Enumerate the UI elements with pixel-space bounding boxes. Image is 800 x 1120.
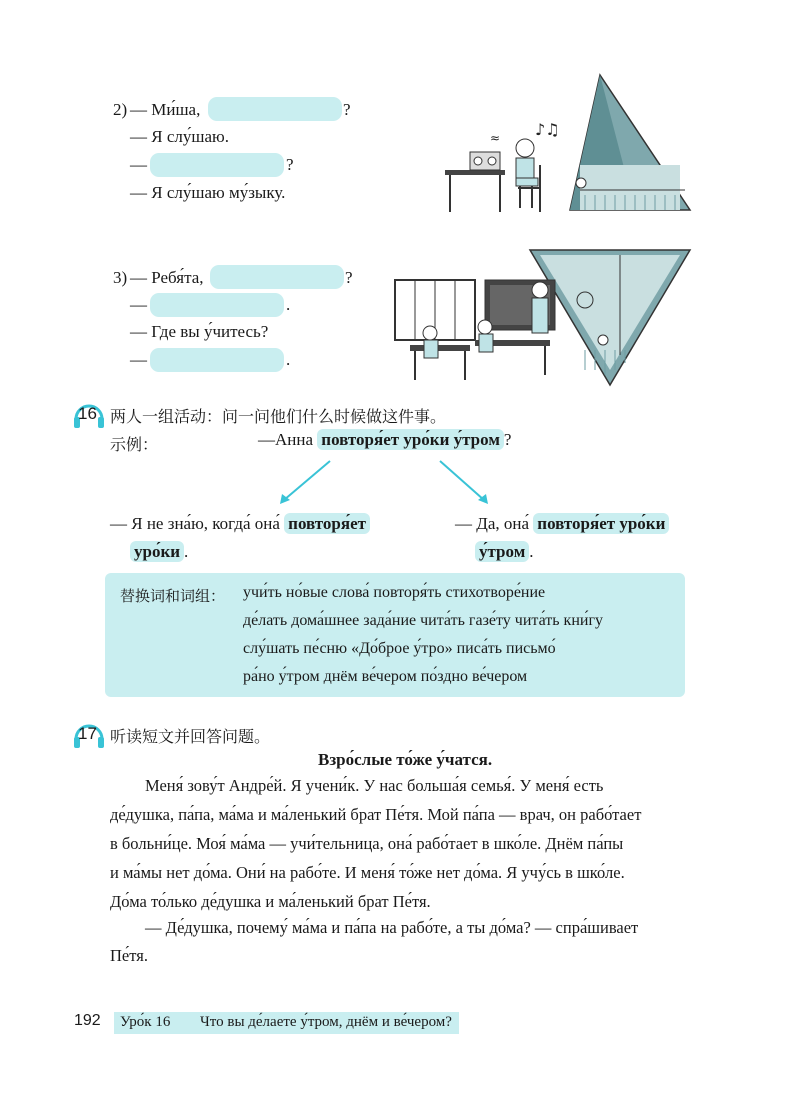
answer-1-text: — Я не зна́ю, когда́ она́ <box>110 514 280 533</box>
substitution-label: 替换词和词组： <box>120 587 226 605</box>
answer-2-end: . <box>529 542 534 561</box>
answer-2-highlight-2: у́тром <box>475 541 529 562</box>
substitution-line: де́лать дома́шнее зада́ние чита́ть газе́ту чита́ть кни́гу <box>243 612 604 629</box>
dialog-2-line-2: — Я слу́шаю. <box>130 127 229 146</box>
text-line: — Де́душка, почему́ ма́ма и па́па на рабо́те, а ты до́ма? — спра́шивает <box>145 918 639 937</box>
page-number: 192 <box>74 1012 101 1029</box>
answer-2-text: — Да, она́ <box>455 514 530 533</box>
footer-lesson-title: Что вы де́лаете у́тром, днём и ве́чером? <box>200 1014 452 1030</box>
footer-lesson: Уро́к 16 <box>120 1014 171 1030</box>
dialog-2-number: 2) <box>113 100 128 119</box>
dialog-3-line-3: — Где вы у́читесь? <box>130 322 269 341</box>
text-line: и ма́мы нет до́ма. Они́ на рабо́те. И меня́ то́же нет до́ма. Я учу́сь в шко́ле. <box>110 863 625 882</box>
answer-1-line-1 <box>110 514 370 534</box>
dialog-2-line-1: — Ми́ша, <box>130 100 201 119</box>
substitution-line: слу́шать пе́сню «До́брое у́тро» писа́ть письмо́ <box>243 640 556 657</box>
illustration-boy-listening-music <box>440 70 700 220</box>
answer-1-highlight-2: уро́ки <box>130 541 184 562</box>
svg-text:♪♫: ♪♫ <box>535 120 560 139</box>
example-question <box>258 430 511 450</box>
answer-1-highlight-1: повторя́ет <box>284 513 370 534</box>
question-text: —Анна <box>258 430 314 449</box>
text-line: До́ма то́лько де́душка и ма́ленький брат Пе́тя. <box>110 892 431 911</box>
answer-1-line-2 <box>130 542 188 562</box>
answer-blank[interactable] <box>208 97 342 121</box>
exercise-16-instruction: 两人一组活动：问一问他们什么时候做这件事。 <box>110 407 447 426</box>
answer-blank[interactable] <box>150 293 284 317</box>
answer-2-highlight-1: повторя́ет уро́ки <box>533 513 669 534</box>
substitution-line: ра́но у́тром днём ве́чером по́здно ве́чером <box>243 668 528 685</box>
answer-blank[interactable] <box>210 265 344 289</box>
dialog-3-line-2: — <box>130 295 147 314</box>
dialog-2-line-3: — <box>130 155 147 174</box>
text-title: Взро́слые то́же у́чатся. <box>318 750 493 769</box>
dialog-3-line-2-end: . <box>286 295 291 314</box>
text-line: в больни́це. Моя́ ма́ма — учи́тельница, она́ рабо́тает в шко́ле. Днём па́пы <box>110 834 624 853</box>
dialog-3-line-4-end: . <box>286 350 291 369</box>
answer-blank[interactable] <box>150 153 284 177</box>
exercise-17-instruction: 听读短文并回答问题。 <box>110 727 271 746</box>
text-line: де́душка, па́па, ма́ма и ма́ленький брат Пе́тя. Мой па́па — врач, он рабо́тает <box>110 805 642 824</box>
answer-1-end: . <box>184 542 189 561</box>
example-arrows <box>270 458 500 508</box>
text-line: Пе́тя. <box>110 946 148 965</box>
dialog-3-line-4: — <box>130 350 147 369</box>
dialog-3-number: 3) <box>113 268 128 287</box>
illustration-classroom <box>390 245 700 390</box>
exercise-17-number: 17 <box>78 724 97 743</box>
example-label: 示例： <box>110 435 159 454</box>
exercise-16-number: 16 <box>78 404 97 423</box>
question-end: ? <box>503 430 512 449</box>
dialog-3-line-1: — Ребя́та, <box>130 268 204 287</box>
substitution-line: учи́ть но́вые слова́ повторя́ть стихотворе́ние <box>243 584 546 601</box>
question-highlight: повторя́ет уро́ки у́тром <box>317 429 504 450</box>
answer-2-line-2 <box>475 542 534 562</box>
dialog-2-line-1-end: ? <box>343 100 351 119</box>
dialog-2-line-3-end: ? <box>286 155 294 174</box>
dialog-3-line-1-end: ? <box>345 268 353 287</box>
svg-text:≈: ≈ <box>490 131 501 145</box>
answer-blank[interactable] <box>150 348 284 372</box>
text-line: Меня́ зову́т Андре́й. Я учени́к. У нас больша́я семья́. У меня́ есть <box>145 776 604 795</box>
answer-2-line-1 <box>455 514 669 534</box>
dialog-2-line-4: — Я слу́шаю му́зыку. <box>130 183 286 202</box>
